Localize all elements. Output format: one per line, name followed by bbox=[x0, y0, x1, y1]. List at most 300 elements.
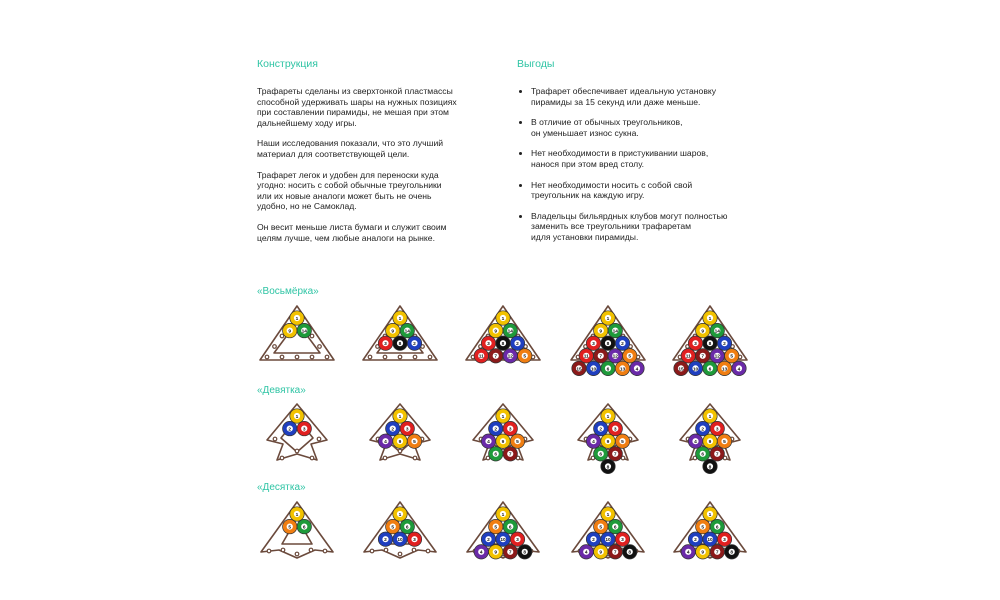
ball-1 bbox=[601, 409, 615, 423]
ball-11 bbox=[474, 349, 488, 363]
stencil-hole bbox=[325, 355, 329, 359]
ball-2 bbox=[481, 532, 495, 546]
ball-9 bbox=[393, 434, 407, 448]
ball-14 bbox=[710, 323, 724, 337]
ball-number: 1 bbox=[501, 316, 505, 322]
stencil-hole bbox=[323, 549, 327, 553]
ball-number: 10 bbox=[397, 538, 403, 544]
ball-number: 1 bbox=[708, 512, 712, 518]
text-line: он уменьшает износ сукна. bbox=[531, 127, 639, 138]
ball-4 bbox=[481, 434, 495, 448]
ball-number: 13 bbox=[619, 367, 626, 373]
ball-1 bbox=[393, 409, 407, 423]
ball-number: 7 bbox=[613, 550, 617, 556]
ball-number: 5 bbox=[494, 525, 498, 531]
ball-6 bbox=[297, 519, 311, 533]
ball-number: 8 bbox=[501, 342, 505, 348]
ball-number: 3 bbox=[487, 342, 490, 348]
stencil-hole bbox=[398, 449, 402, 453]
rack-diagram bbox=[674, 502, 746, 559]
stencil-hole bbox=[413, 355, 417, 359]
stencil-hole bbox=[267, 549, 271, 553]
ball-number: 9 bbox=[391, 329, 395, 335]
text-line: удобно, но не Самоклад. bbox=[257, 201, 357, 212]
stencil-hole bbox=[426, 549, 430, 553]
ball-number: 1 bbox=[606, 414, 610, 420]
stencil-hole bbox=[265, 355, 269, 359]
ball-number: 2 bbox=[487, 538, 490, 544]
ball-number: 2 bbox=[494, 427, 498, 433]
ball-9 bbox=[696, 323, 710, 337]
ball-2 bbox=[510, 336, 524, 350]
text-line: способной удерживать шары на нужных позициях bbox=[257, 96, 457, 107]
ball-14 bbox=[608, 323, 622, 337]
ball-7 bbox=[608, 447, 622, 461]
ball-number: 6 bbox=[708, 367, 712, 373]
ball-number: 14 bbox=[404, 329, 410, 335]
ball-number: 6 bbox=[599, 452, 603, 458]
ball-number: 1 bbox=[295, 414, 299, 420]
stencil-hole bbox=[428, 355, 432, 359]
ball-number: 2 bbox=[288, 427, 292, 433]
ball-number: 1 bbox=[501, 414, 505, 420]
ball-number: 12 bbox=[612, 354, 618, 360]
ball-number: 8 bbox=[606, 342, 610, 348]
ball-3 bbox=[297, 421, 311, 435]
text-line: В отличие от обычных треугольников, bbox=[531, 117, 683, 128]
text-line: Трафареты сделаны из сверхтонкой пластмассы bbox=[257, 86, 453, 96]
ball-number: 14 bbox=[612, 329, 618, 335]
text-line: пирамиды за 15 секунд или даже меньше. bbox=[531, 96, 701, 107]
stencil-hole bbox=[295, 449, 299, 453]
ball-number: 9 bbox=[708, 440, 712, 446]
ball-number: 11 bbox=[685, 354, 691, 360]
ball-number: 1 bbox=[606, 512, 610, 518]
text-line: Трафарет обеспечивает идеальную установку bbox=[531, 86, 717, 96]
ball-number: 2 bbox=[723, 342, 726, 348]
ball-number: 2 bbox=[516, 342, 519, 348]
ball-number: 15 bbox=[678, 367, 684, 373]
rack-diagram bbox=[370, 404, 430, 460]
ball-5 bbox=[594, 519, 608, 533]
ball-2 bbox=[717, 336, 731, 350]
stencil-hole bbox=[273, 437, 277, 441]
ball-number: 4 bbox=[384, 440, 387, 446]
section-title-nine-ball: «Девятка» bbox=[257, 385, 306, 396]
ball-number: 5 bbox=[628, 354, 632, 360]
rack-diagram bbox=[467, 502, 539, 559]
ball-8 bbox=[703, 459, 717, 473]
ball-6 bbox=[608, 519, 622, 533]
ball-number: 5 bbox=[523, 354, 527, 360]
text-line: Владельцы бильярдных клубов могут полностью bbox=[531, 210, 728, 221]
ball-number: 1 bbox=[295, 512, 299, 518]
rack-diagram bbox=[571, 306, 645, 376]
ball-3 bbox=[615, 532, 629, 546]
ball-4 bbox=[579, 545, 593, 559]
ball-6 bbox=[503, 519, 517, 533]
ball-number: 7 bbox=[613, 452, 617, 458]
ball-1 bbox=[290, 409, 304, 423]
ball-11 bbox=[579, 349, 593, 363]
ball-number: 8 bbox=[730, 550, 734, 556]
ball-number: 6 bbox=[701, 452, 705, 458]
construction-heading: Конструкция bbox=[257, 58, 318, 70]
ball-number: 3 bbox=[384, 342, 387, 348]
ball-8 bbox=[518, 545, 532, 559]
ball-1 bbox=[703, 311, 717, 325]
stencil-hole bbox=[280, 355, 284, 359]
stencil-hole bbox=[412, 548, 416, 552]
ball-number: 8 bbox=[708, 342, 712, 348]
benefits-heading: Выгоды bbox=[517, 58, 555, 70]
ball-3 bbox=[608, 421, 622, 435]
stencil-hole bbox=[398, 355, 402, 359]
ball-number: 3 bbox=[613, 427, 617, 433]
ball-12 bbox=[608, 349, 622, 363]
ball-number: 6 bbox=[508, 525, 512, 531]
ball-number: 6 bbox=[613, 525, 617, 531]
ball-number: 12 bbox=[714, 354, 720, 360]
stencil-hole bbox=[295, 355, 299, 359]
ball-number: 1 bbox=[398, 414, 402, 420]
text-line: нанося при этом вред столу. bbox=[531, 158, 645, 169]
ball-15 bbox=[572, 361, 586, 375]
ball-5 bbox=[510, 434, 524, 448]
ball-number: 5 bbox=[701, 525, 705, 531]
ball-3 bbox=[503, 421, 517, 435]
ball-1 bbox=[393, 311, 407, 325]
ball-5 bbox=[717, 434, 731, 448]
stencil-hole bbox=[280, 456, 284, 460]
ball-14 bbox=[503, 323, 517, 337]
text-line: дальнейшему ходу игры. bbox=[257, 117, 357, 128]
ball-4 bbox=[378, 434, 392, 448]
ball-number: 9 bbox=[606, 440, 610, 446]
ball-number: 5 bbox=[413, 440, 416, 446]
ball-number: 5 bbox=[621, 440, 624, 446]
text-line: Трафарет легок и удобен для переноски куда bbox=[257, 169, 439, 180]
ball-number: 6 bbox=[494, 452, 498, 458]
ball-number: 8 bbox=[606, 465, 610, 471]
ball-6 bbox=[703, 361, 717, 375]
rack-diagram bbox=[572, 502, 644, 559]
ball-number: 3 bbox=[715, 427, 719, 433]
ball-9 bbox=[283, 323, 297, 337]
ball-4 bbox=[630, 361, 644, 375]
ball-number: 3 bbox=[694, 342, 697, 348]
ball-10 bbox=[393, 532, 407, 546]
ball-3 bbox=[586, 336, 600, 350]
ball-number: 7 bbox=[508, 452, 512, 458]
ball-number: 7 bbox=[715, 452, 719, 458]
ball-number: 1 bbox=[708, 414, 712, 420]
ball-3 bbox=[378, 336, 392, 350]
ball-9 bbox=[489, 545, 503, 559]
stencil-hole bbox=[281, 548, 285, 552]
ball-10 bbox=[703, 532, 717, 546]
text-line: целям лучше, чем любые аналоги на рынке. bbox=[257, 232, 435, 243]
ball-8 bbox=[623, 545, 637, 559]
ball-number: 11 bbox=[583, 354, 589, 360]
ball-number: 5 bbox=[599, 525, 603, 531]
ball-14 bbox=[400, 323, 414, 337]
ball-1 bbox=[601, 507, 615, 521]
rack-diagram bbox=[673, 306, 747, 376]
ball-number: 3 bbox=[413, 538, 416, 544]
ball-7 bbox=[489, 349, 503, 363]
ball-2 bbox=[586, 532, 600, 546]
ball-5 bbox=[725, 349, 739, 363]
ball-10 bbox=[688, 361, 702, 375]
ball-number: 6 bbox=[606, 367, 610, 373]
ball-1 bbox=[496, 311, 510, 325]
text-line: или их новые аналоги может быть не очень bbox=[257, 190, 432, 201]
ball-3 bbox=[407, 532, 421, 546]
stencil-hole bbox=[384, 548, 388, 552]
ball-number: 4 bbox=[584, 550, 588, 556]
ball-6 bbox=[400, 519, 414, 533]
ball-number: 1 bbox=[295, 316, 299, 322]
ball-2 bbox=[407, 336, 421, 350]
ball-number: 1 bbox=[398, 512, 402, 518]
ball-4 bbox=[474, 545, 488, 559]
ball-number: 9 bbox=[288, 329, 292, 335]
ball-number: 1 bbox=[708, 316, 712, 322]
ball-5 bbox=[518, 349, 532, 363]
stencil-hole bbox=[383, 355, 387, 359]
ball-number: 8 bbox=[708, 465, 712, 471]
ball-13 bbox=[615, 361, 629, 375]
ball-number: 10 bbox=[605, 538, 611, 544]
ball-9 bbox=[601, 434, 615, 448]
ball-1 bbox=[290, 311, 304, 325]
ball-number: 1 bbox=[398, 316, 402, 322]
ball-number: 9 bbox=[701, 329, 705, 335]
ball-1 bbox=[290, 507, 304, 521]
ball-number: 9 bbox=[398, 440, 402, 446]
ball-5 bbox=[283, 519, 297, 533]
ball-2 bbox=[615, 336, 629, 350]
ball-6 bbox=[594, 447, 608, 461]
ball-number: 2 bbox=[592, 538, 595, 544]
ball-6 bbox=[489, 447, 503, 461]
ball-7 bbox=[503, 447, 517, 461]
stencil-hole bbox=[383, 456, 387, 460]
ball-8 bbox=[703, 336, 717, 350]
ball-number: 2 bbox=[384, 538, 387, 544]
ball-12 bbox=[503, 349, 517, 363]
ball-number: 9 bbox=[494, 329, 498, 335]
rack-diagram bbox=[578, 404, 638, 474]
ball-number: 5 bbox=[288, 525, 292, 531]
ball-number: 9 bbox=[701, 550, 705, 556]
ball-number: 4 bbox=[592, 440, 595, 446]
ball-number: 3 bbox=[302, 427, 306, 433]
stencil-hole bbox=[295, 552, 299, 556]
ball-9 bbox=[703, 434, 717, 448]
rack-diagram bbox=[466, 306, 540, 363]
ball-8 bbox=[496, 336, 510, 350]
ball-number: 8 bbox=[628, 550, 632, 556]
stencil-hole bbox=[273, 345, 277, 349]
ball-number: 9 bbox=[501, 440, 505, 446]
ball-1 bbox=[496, 409, 510, 423]
ball-4 bbox=[688, 434, 702, 448]
ball-5 bbox=[615, 434, 629, 448]
ball-number: 8 bbox=[398, 342, 402, 348]
ball-8 bbox=[393, 336, 407, 350]
text-line: Наши исследования показали, что это лучший bbox=[257, 138, 444, 149]
ball-2 bbox=[489, 421, 503, 435]
ball-number: 10 bbox=[500, 538, 506, 544]
ball-3 bbox=[688, 336, 702, 350]
ball-number: 7 bbox=[715, 550, 719, 556]
ball-number: 2 bbox=[413, 342, 416, 348]
text-line: Нет необходимости носить с собой свой bbox=[531, 179, 693, 190]
stencil-hole bbox=[317, 437, 321, 441]
ball-11 bbox=[681, 349, 695, 363]
ball-5 bbox=[386, 519, 400, 533]
ball-number: 8 bbox=[523, 550, 527, 556]
ball-number: 4 bbox=[686, 550, 690, 556]
rack-diagram bbox=[363, 306, 437, 360]
stencil-hole bbox=[310, 334, 314, 338]
ball-10 bbox=[601, 532, 615, 546]
ball-number: 14 bbox=[714, 329, 720, 335]
ball-number: 4 bbox=[737, 367, 741, 373]
ball-number: 4 bbox=[479, 550, 483, 556]
ball-2 bbox=[283, 421, 297, 435]
ball-8 bbox=[601, 459, 615, 473]
stencil-hole bbox=[280, 334, 284, 338]
stencil-hole bbox=[310, 456, 314, 460]
ball-7 bbox=[696, 349, 710, 363]
section-title-eight-ball: «Восьмёрка» bbox=[257, 286, 319, 297]
text-line: Нет необходимости в пристукивании шаров, bbox=[531, 148, 709, 159]
ball-2 bbox=[594, 421, 608, 435]
ball-5 bbox=[489, 519, 503, 533]
ball-number: 5 bbox=[391, 525, 395, 531]
ball-7 bbox=[608, 545, 622, 559]
ball-4 bbox=[732, 361, 746, 375]
ball-3 bbox=[510, 532, 524, 546]
text-line: угодно: носить с собой обычные треугольники bbox=[257, 180, 442, 191]
ball-number: 3 bbox=[405, 427, 409, 433]
rack-diagram bbox=[364, 502, 436, 558]
ball-number: 7 bbox=[508, 550, 512, 556]
ball-7 bbox=[503, 545, 517, 559]
ball-9 bbox=[594, 323, 608, 337]
ball-number: 9 bbox=[599, 550, 603, 556]
ball-number: 2 bbox=[599, 427, 603, 433]
ball-10 bbox=[496, 532, 510, 546]
ball-number: 3 bbox=[516, 538, 519, 544]
ball-4 bbox=[586, 434, 600, 448]
ball-1 bbox=[393, 507, 407, 521]
stencil-hole bbox=[309, 548, 313, 552]
text-line: материал для соответствующей цели. bbox=[257, 148, 410, 159]
ball-2 bbox=[378, 532, 392, 546]
ball-15 bbox=[674, 361, 688, 375]
ball-number: 5 bbox=[730, 354, 734, 360]
stencil-hole bbox=[318, 345, 322, 349]
rack-diagram bbox=[261, 502, 333, 558]
ball-4 bbox=[681, 545, 695, 559]
ball-6 bbox=[696, 447, 710, 461]
stencil-hole bbox=[398, 552, 402, 556]
text-line: Он весит меньше листа бумаги и служит своим bbox=[257, 221, 447, 232]
ball-number: 7 bbox=[599, 354, 603, 360]
ball-3 bbox=[710, 421, 724, 435]
ball-number: 6 bbox=[302, 525, 306, 531]
rack-diagram bbox=[267, 404, 327, 460]
ball-number: 5 bbox=[516, 440, 519, 446]
ball-7 bbox=[710, 545, 724, 559]
ball-number: 6 bbox=[715, 525, 719, 531]
ball-number: 11 bbox=[478, 354, 484, 360]
ball-number: 2 bbox=[701, 427, 705, 433]
ball-number: 3 bbox=[592, 342, 595, 348]
ball-14 bbox=[297, 323, 311, 337]
ball-9 bbox=[696, 545, 710, 559]
ball-1 bbox=[703, 409, 717, 423]
ball-number: 1 bbox=[606, 316, 610, 322]
ball-number: 3 bbox=[621, 538, 624, 544]
ball-2 bbox=[386, 421, 400, 435]
ball-number: 9 bbox=[494, 550, 498, 556]
ball-10 bbox=[586, 361, 600, 375]
ball-number: 12 bbox=[507, 354, 513, 360]
ball-12 bbox=[710, 349, 724, 363]
text-line: при составлении пирамиды, не мешая при этом bbox=[257, 107, 449, 118]
stencil-hole bbox=[368, 355, 372, 359]
stencil-hole bbox=[310, 355, 314, 359]
ball-2 bbox=[696, 421, 710, 435]
ball-number: 10 bbox=[692, 367, 699, 373]
ball-6 bbox=[601, 361, 615, 375]
text-line: идля установки пирамиды. bbox=[531, 231, 639, 242]
ball-number: 3 bbox=[508, 427, 512, 433]
ball-5 bbox=[407, 434, 421, 448]
ball-number: 2 bbox=[621, 342, 624, 348]
ball-3 bbox=[400, 421, 414, 435]
ball-number: 14 bbox=[301, 329, 307, 335]
text-line: заменить все треугольники трафаретам bbox=[531, 221, 692, 232]
ball-number: 7 bbox=[494, 354, 498, 360]
ball-9 bbox=[489, 323, 503, 337]
ball-9 bbox=[594, 545, 608, 559]
ball-number: 4 bbox=[694, 440, 697, 446]
rack-diagram bbox=[473, 404, 533, 461]
ball-5 bbox=[623, 349, 637, 363]
ball-number: 9 bbox=[599, 329, 603, 335]
stencil-hole bbox=[370, 549, 374, 553]
ball-number: 4 bbox=[487, 440, 490, 446]
ball-2 bbox=[688, 532, 702, 546]
ball-number: 2 bbox=[391, 427, 395, 433]
section-title-ten-ball: «Десятка» bbox=[257, 482, 306, 493]
stencil-hole bbox=[413, 456, 417, 460]
ball-number: 10 bbox=[707, 538, 713, 544]
ball-number: 1 bbox=[501, 512, 505, 518]
ball-3 bbox=[717, 532, 731, 546]
ball-number: 13 bbox=[721, 367, 728, 373]
ball-number: 10 bbox=[590, 367, 597, 373]
ball-13 bbox=[717, 361, 731, 375]
ball-number: 7 bbox=[701, 354, 705, 360]
text-line: треугольник на каждую игру. bbox=[531, 190, 645, 201]
